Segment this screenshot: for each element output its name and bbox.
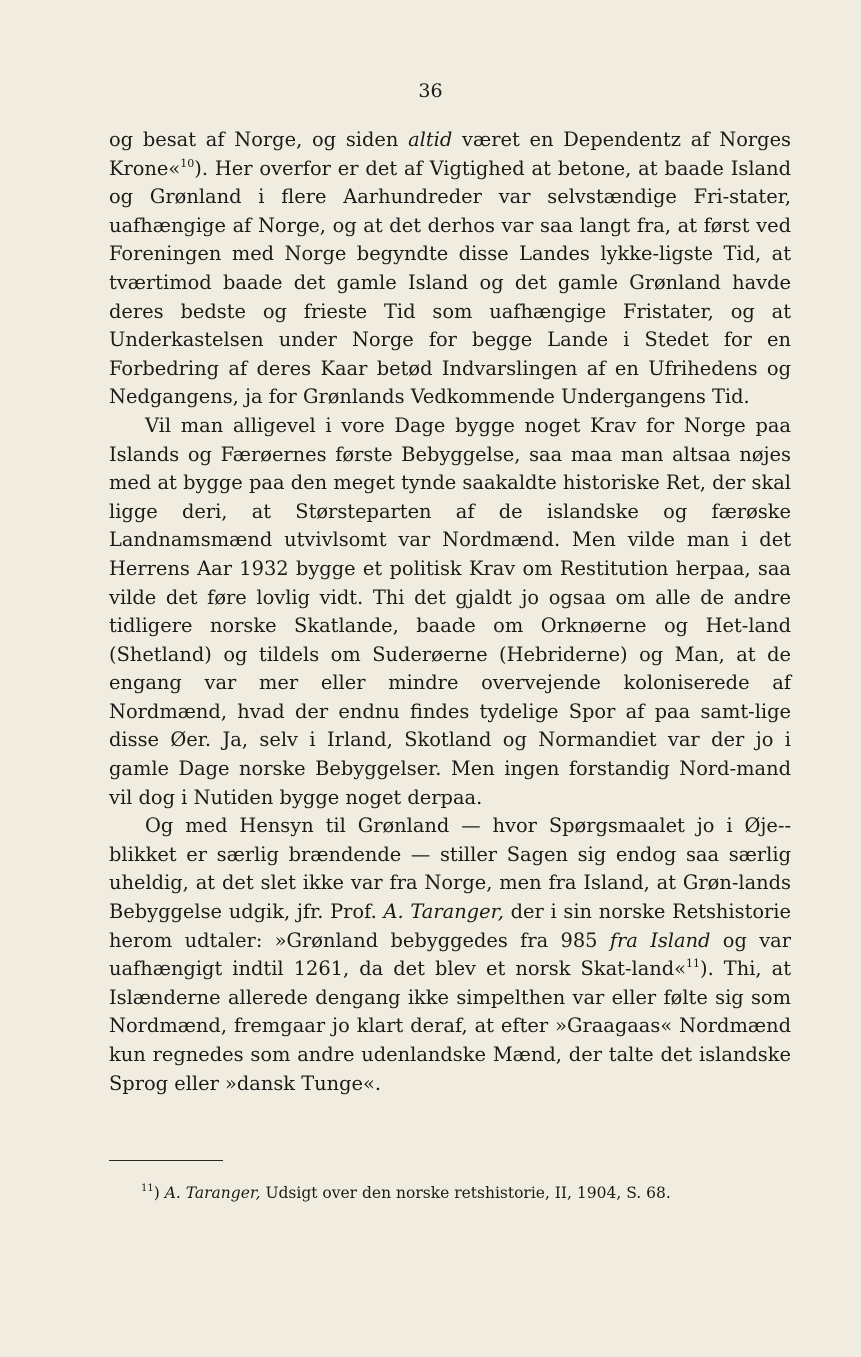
body-text <box>109 126 791 1098</box>
footnote-marker: 11 <box>141 1183 154 1194</box>
emphasis-text: fra Island <box>609 928 711 952</box>
text-span: der i sin norske Retshistorie herom udtaler: »Grønland bebyggedes fra 985 <box>109 900 791 952</box>
text-span: og var uafhængigt indtil 1261, da det blev et norsk Skat-land« <box>109 928 791 981</box>
paragraph-2: Vil man alligevel i vore Dage bygge noget Krav for Norge paa Islands og Færøernes første Bebyggelse, saa maa man altsaa nøjes med at bygge paa den meget tynde saakaldte historiske Ret, der skal ligge deri, at Størsteparten af de islandske og færøske Landnamsmænd utvivlsomt var Nordmænd. Men vilde man i det Herrens Aar 1932 bygge et politisk Krav om Restitution herpaa, saa vilde det føre lovlig vidt. Thi det gjaldt jo ogsaa om alle de andre tidligere norske Skatlande, baade om Orknøerne og Het-land (Shetland) og tildels om Suderøerne (Hebriderne) og Man, at de engang var mer eller mindre overvejende koloniserede af Nordmænd, hvad der endnu findes tydelige Spor af paa samt-lige disse Øer. Ja, selv i Irland, Skotland og Normandiet var der jo i gamle Dage norske Bebyggelser. Men ingen forstandig Nord-mand vil dog i Nutiden bygge noget derpaa. <box>109 413 791 809</box>
footnote-divider <box>109 1160 223 1161</box>
footnote-author: A. Taranger, <box>164 1184 261 1202</box>
page-number: 36 <box>418 80 443 102</box>
paragraph-3 <box>109 812 791 1098</box>
text-span: været en Dependentz af Norges Krone« <box>109 128 791 180</box>
paragraph-1 <box>109 126 791 412</box>
text-span: og besat af Norge, og siden <box>109 128 409 151</box>
footnote <box>141 1182 791 1204</box>
text-span: ). Her overfor er det af Vigtighed at betone, at baade Island og Grønland i flere Aarhundreder var selvstændige Fri-stater, uafhængige af Norge, og at det derhos var saa langt fra, at først ved Foreningen med Norge begyndte disse Landes lykke-ligste Tid, at tværtimod baade det gamle Island og det gamle Grønland havde deres bedste og frieste Tid som uafhængige Fristater, og at Underkastelsen under Norge for begge Lande i Stedet for en Forbedring af deres Kaar betød Indvarslingen af en Ufrihedens og Nedgangens, ja for Grønlands Vedkommende Undergangens Tid. <box>109 156 791 409</box>
footnote-ref-10: 10 <box>180 156 195 170</box>
text-span: ). Thi, at Islænderne allerede dengang ikke simpelthen var eller følte sig som Nordmænd, fremgaar jo klart deraf, at efter »Graagaas« Nordmænd kun regnedes som andre udenlandske Mænd, der talte det islandske Sprog eller »dansk Tunge«. <box>109 957 791 1095</box>
footnote-ref-11: 11 <box>686 957 701 971</box>
footnote-close: ) <box>153 1184 165 1202</box>
footnote-text: Udsigt over den norske retshistorie, II, 1904, S. 68. <box>260 1184 671 1202</box>
text-span: Og med Hensyn til Grønland — hvor Spørgsmaalet jo i Øje-blikket er særlig brændende — stiller Sagen sig endog saa særlig uheldig, at det slet ikke var fra Norge, men fra Island, at Grøn-lands Bebyggelse udgik, jfr. Prof. <box>109 814 791 924</box>
author-name: A. Taranger, <box>383 900 504 924</box>
emphasis-text: altid <box>408 128 453 151</box>
